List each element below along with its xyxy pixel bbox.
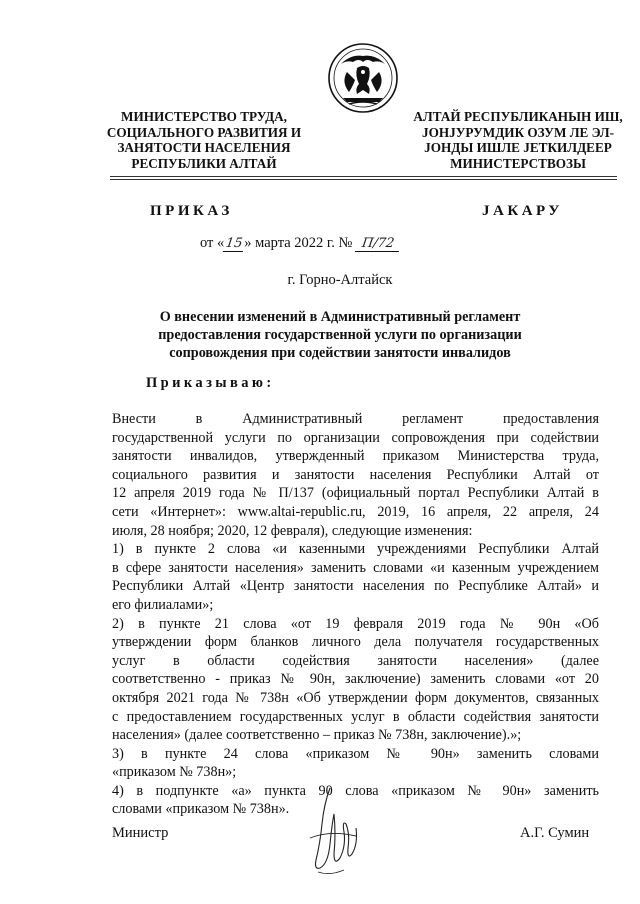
signatory-position: Министр (112, 825, 169, 841)
doc-type-russian: ПРИКАЗ (150, 203, 233, 219)
body-line: занятости инвалидов, утвержденный приказом Министерства труда, (112, 448, 599, 465)
org-line: РЕСПУБЛИКИ АЛТАЙ (131, 155, 277, 171)
body-line: Республики Алтай «Центр занятости населения по Республике Алтай» и (112, 578, 599, 595)
body-line: 3) в пункте 24 слова «приказом № 90н» заменить словами (112, 745, 599, 762)
handwritten-signature-icon (300, 784, 362, 880)
org-line: МИНИСТЕРСТВОЗЫ (450, 155, 586, 171)
title-line: О внесении изменений в Административный регламент (159, 309, 521, 325)
body-line: 2) в пункте 21 слова «от 19 февраля 2019 года № 90н «Об (112, 615, 599, 632)
city: г. Горно-Алтайск (287, 272, 393, 288)
body-line: Внести в Административный регламент предоставления (112, 411, 599, 427)
body-line: «приказом № 738н»; (112, 764, 237, 781)
body-line: соответственно - приказ № 90н, заключение) заменить словами «от 20 (112, 671, 599, 688)
body-line: октября 2021 года № 738н «Об утверждении форм документов, связанных (112, 689, 599, 706)
body-line: 4) в подпункте «а» пункта 90 слова «приказом № 90н» заменить (112, 782, 599, 799)
org-line: ЈОНЈУРУМДИК ОЗУМ ЛЕ ЭЛ- (422, 124, 614, 140)
org-line: МИНИСТЕРСТВО ТРУДА, (121, 109, 287, 124)
body-line: июля, 28 ноября; 2020, 12 февраля), следующие изменения: (112, 522, 473, 539)
date-suffix: » марта 2022 г. № (244, 235, 353, 251)
title-line: сопровождения при содействии занятости инвалидов (169, 345, 511, 362)
body-line: услуг в области содействия занятости населения» (далее (112, 652, 599, 669)
header-divider (110, 176, 617, 177)
body-line: 12 апреля 2019 года № П/137 (официальный портал Республики Алтай в (112, 485, 599, 502)
body-line: сети «Интернет»: www.altai-republic.ru, 2019, 16 апреля, 22 апреля, 24 (112, 503, 599, 520)
body-line: 1) в пункте 2 слова «и казенными учреждениями Республики Алтай (112, 541, 599, 558)
body-line: с предоставлением государственных услуг в области содействия занятости (112, 708, 599, 725)
date-prefix: от « (200, 235, 225, 251)
body-line: его филиалами»; (112, 596, 214, 613)
order-word: Приказываю: (146, 375, 275, 391)
ministry-name-altai (412, 109, 624, 171)
signatory-name: А.Г. Сумин (520, 825, 590, 841)
org-line: ЗАНЯТОСТИ НАСЕЛЕНИЯ (117, 140, 291, 156)
doc-type-altai: ЈАКАРУ (482, 203, 563, 219)
body-line: государственной услуги по организации сопровождения при содействии (112, 429, 599, 446)
title-line: предоставления государственной услуги по организации (158, 327, 522, 344)
date-number-line (200, 235, 520, 252)
document-title (120, 308, 560, 363)
header-divider (110, 179, 617, 180)
order-number: П/72 (355, 236, 401, 252)
ministry-name-russian (96, 109, 312, 171)
body-line: утверждении форм бланков личного дела получателя государственных (112, 634, 599, 651)
body-line: в сфере занятости населения» заменить словами «и казенным учреждением (112, 559, 599, 576)
body-line: населения» (далее соответственно – приказ № 738н, заключение).»; (112, 727, 522, 744)
document-body (112, 410, 599, 819)
date-day: 15 (225, 236, 244, 251)
body-line: социального развития и занятости населения Республики Алтай от (112, 466, 599, 483)
org-line: АЛТАЙ РЕСПУБЛИКАНЫН ИШ, (413, 109, 623, 124)
org-line: ЈОНДЫ ИШЛЕ ЈЕТКИЛДЕЕР (424, 140, 612, 156)
org-line: СОЦИАЛЬНОГО РАЗВИТИЯ И (106, 124, 302, 140)
altai-republic-emblem-icon (327, 42, 399, 114)
body-line: словами «приказом № 738н». (112, 801, 290, 818)
